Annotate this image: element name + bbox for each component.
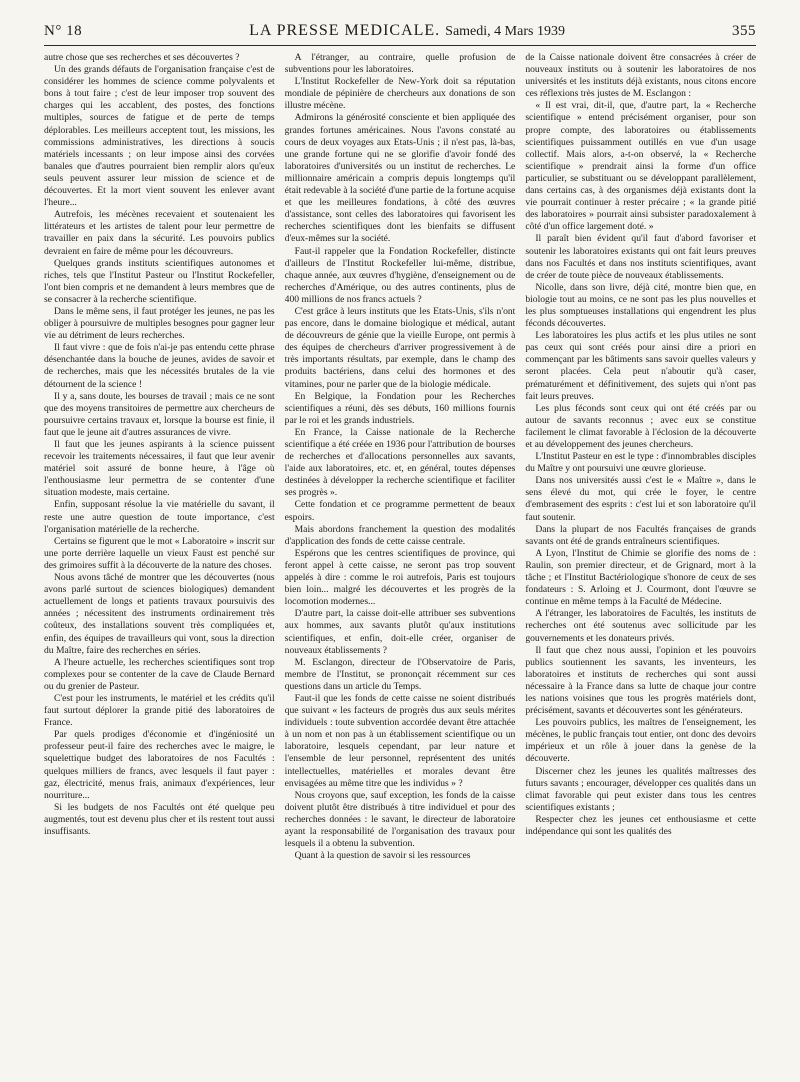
paragraph: Dans le même sens, il faut protéger les jeunes, ne pas les obliger à poursuivre de multiples besognes pour gagner leur vie au détriment de leurs recherches. <box>44 305 275 342</box>
masthead <box>44 22 756 46</box>
paragraph: Respecter chez les jeunes cet enthousiasme et cette indépendance qui sont les qualités des <box>525 813 756 837</box>
paragraph: Un des grands défauts de l'organisation française c'est de considérer les hommes de science comme polyvalents et bons à tout faire ; c'est de leur imposer trop souvent des charges qui les accablent, des postes, des fonctions multiples, sources de fatigue et de perte de temps déplorables. Les meilleurs acceptent tout, les missions, les commissions administratives, les directions à soucis matériels incessants ; on leur impose ainsi des corvées banales que d'autres pourraient bien remplir alors qu'eux seuls peuvent assurer leur mission de science et de découvertes. Et la mort vient souvent les enlever avant l'heure... <box>44 64 275 209</box>
paragraph: M. Esclangon, directeur de l'Observatoire de Paris, membre de l'Institut, se prononçait récemment sur ces questions dans un article du Temps. <box>284 656 516 692</box>
paragraph: Les plus féconds sont ceux qui ont été créés par ou autour de savants reconnus ; avec eux se constitue facilement le climat favorable à l'éclosion de la découverte et au développement des jeunes chercheurs. <box>525 402 756 450</box>
paragraph: L'Institut Rockefeller de New-York doit sa réputation mondiale de pépinière de chercheurs aux donations de son illustre mécène. <box>284 76 516 112</box>
paragraph: Espérons que les centres scientifiques de province, qui feront appel à cette caisse, ne seront pas trop souvent appelés à dire : comme le roi autrefois, Paris est toujours bien loin... malgré les découvertes et les progrès de la locomotion modernes... <box>284 547 516 608</box>
paragraph: Il faut que les jeunes aspirants à la science puissent recevoir les traitements nécessaires, il faut que leur avenir matériel soit assuré de bonne heure, à l'âge où l'enthousiasme leur permettra de se contenter d'une situation modeste, mais certaine. <box>44 439 275 499</box>
paragraph: A l'étranger, au contraire, quelle profusion de subventions pour les laboratoires. <box>284 52 516 76</box>
paragraph: Nous avons tâché de montrer que les découvertes (nous avons parlé surtout de sciences biologiques) demandent actuellement de longs et patients travaux poursuivis des années ; nécessitent des instruments ordinairement très coûteux, des installations souvent très compliquées et, enfin, des équipes de travailleurs qui vont, sous la direction du Maître, faire des recherches en séries. <box>44 572 275 656</box>
page-number: 355 <box>732 23 756 39</box>
paragraph: Il paraît bien évident qu'il faut d'abord favoriser et soutenir les laboratoires existants qui ont fait leurs preuves dans nos Facultés et dans nos instituts scientifiques, avant de créer de toute pièce de nouveaux établissements. <box>525 233 756 281</box>
paragraph: Dans la plupart de nos Facultés françaises de grands savants ont été de grands entraîneurs scientifiques. <box>525 523 756 547</box>
paragraph: C'est pour les instruments, le matériel et les crédits qu'il faut surtout déplorer la grande pitié des laboratoires de France. <box>44 692 275 729</box>
paragraph: A l'étranger, les laboratoires de Facultés, les instituts de recherches ont été soutenus avec sollicitude par les gouvernements et les donateurs privés. <box>525 608 756 644</box>
paragraph: A Lyon, l'Institut de Chimie se glorifie des noms de : Raulin, son premier directeur, et de Grignard, mort à la tâche ; et l'Institut Bactériologique s'honore de ceux de ses fondateurs : S. Arloing et J. Courmont, dont l'œuvre se continue en même temps à la Faculté de Médecine. <box>525 547 756 608</box>
paragraph: Les pouvoirs publics, les maîtres de l'enseignement, les mécènes, le public français tout entier, ont donc des devoirs impérieux et un rôle à jouer dans la genèse de la découverte. <box>525 717 756 765</box>
paragraph: En Belgique, la Fondation pour les Recherches scientifiques a réuni, dès ses débuts, 160 millions fournis par le roi et les grands industriels. <box>284 390 516 426</box>
paragraph: Faut-il rappeler que la Fondation Rockefeller, distincte d'ailleurs de l'Institut Rockefeller lui-même, distribue, chaque année, aux œuvres d'hygiène, d'enseignement ou de recherches d'Amérique, ou des autres continents, plus de 400 millions de nos francs actuels ? <box>284 245 516 305</box>
paragraph: Il faut que chez nous aussi, l'opinion et les pouvoirs publics soutiennent les savants, les inventeurs, les laboratoires et instituts de recherches qui sont aussi nécessaire à la France dans sa lutte de chaque jour contre les nations voisines que tous les progrès matériels dont, précisément, savants et découvertes sont les générateurs. <box>525 644 756 717</box>
paragraph: autre chose que ses recherches et ses découvertes ? <box>44 52 240 63</box>
paragraph: Discerner chez les jeunes les qualités maîtresses des futurs savants ; encourager, développer ces qualités dans un climat favorable qui peut exister dans tous les centres scientifiques existants ; <box>525 765 756 813</box>
paragraph: L'Institut Pasteur en est le type : d'innombrables disciples du Maître y ont poursuivi une œuvre glorieuse. <box>525 451 756 475</box>
paragraph: Autrefois, les mécènes recevaient et soutenaient les littérateurs et les artistes de talent pour leur permettre de travailler en paix dans la sécurité. Les pouvoirs publics devraient en faire de même pour les découvreurs. <box>44 209 275 257</box>
paragraph: Les laboratoires les plus actifs et les plus utiles ne sont pas ceux qui sont créés pour ainsi dire a priori en commençant par les bâtiments sans savoir quelles valeurs y seront placées. Cela peut n'aboutir qu'à caser, prématurément et définitivement, des sujets qui n'ont pas fait leurs preuves. <box>525 330 756 402</box>
paragraph: Par quels prodiges d'économie et d'ingéniosité un professeur peut-il faire des recherches avec le maigre, le squelettique budget des laboratoires de nos Facultés : quelques milliers de francs, avec lesquels il faut payer : gaz, électricité, menus frais, animaux d'expériences, leur nourriture... <box>44 729 275 801</box>
paragraph: Il y a, sans doute, les bourses de travail ; mais ce ne sont que des moyens transitoires de permettre aux chercheurs de poursuivre certains travaux et, lorsque la bourse est finie, il faut que le jeune ait d'autres assurances de vivre. <box>44 390 275 438</box>
paragraph: Admirons la générosité consciente et bien appliquée des grandes fortunes américaines. Nous l'avons constaté au cours de deux voyages aux Etats-Unis ; il n'est pas, là-bas, une grande fortune qui ne se glorifie d'avoir fondé des laboratoires d'universités ou un institut de recherches. Le millionnaire américain a compris depuis longtemps qu'il était redevable à la société d'une partie de la fortune acquise et que les meilleures fondations, à côté des œuvres d'assistance, sont celles des laboratoires qui favorisent les recherches scientifiques dont les bienfaits se diffusent d'eux-mêmes sur la société. <box>284 112 516 245</box>
column-3 <box>525 52 756 1064</box>
paragraph: A l'heure actuelle, les recherches scientifiques sont trop complexes pour se contenter de la cave de Claude Bernard ou du grenier de Pasteur. <box>44 656 275 692</box>
paragraph: Mais abordons franchement la question des modalités d'application des fonds de cette caisse centrale. <box>284 523 516 547</box>
paper-name: LA PRESSE MEDICALE. <box>249 22 441 39</box>
paragraph: Il faut vivre : que de fois n'ai-je pas entendu cette phrase désenchantée dans la bouche de jeunes, avides de savoir et de recherches, mais que les nécessités brutales de la vie détournent de la science ! <box>44 342 275 390</box>
paragraph: Nicolle, dans son livre, déjà cité, montre bien que, en biologie tout au moins, ce ne sont pas les plus nouvelles et les plus somptueuses installations qui engendrent les plus féconds découvertes. <box>525 281 756 330</box>
issue-date: Samedi, 4 Mars 1939 <box>445 24 565 39</box>
paragraph: Nous croyons que, sauf exception, les fonds de la caisse doivent plutôt être distribués à titre individuel et pour des recherches données : le savant, le directeur de laboratoire ayant la responsabilité de l'organisation des travaux pour lesquels il a obtenu la subvention. <box>284 789 516 850</box>
paragraph: Certains se figurent que le mot « Laboratoire » inscrit sur une porte derrière laquelle un vieux Faust est penché sur des grimoires suffit à la découverte de la nature des choses. <box>44 535 275 571</box>
paragraph: Quelques grands instituts scientifiques autonomes et riches, tels que l'Institut Pasteur ou l'Institut Rockefeller, l'ont bien compris et ne demandent à leurs membres que de se consacrer à la recherche scientifique. <box>44 257 275 305</box>
paragraph: En France, la Caisse nationale de la Recherche scientifique a été créée en 1936 pour l'attribution de bourses de recherches et d'allocations personnelles aux savants, l'aide aux laboratoires, etc. et, en général, toutes dépenses destinées à développer la recherche scientifique et faciliter ses progrès ». <box>284 426 516 499</box>
column-1 <box>44 52 275 1064</box>
paragraph: D'autre part, la caisse doit-elle attribuer ses subventions aux hommes, aux savants plutôt qu'aux institutions scientifiques, et enfin, doit-elle créer, organiser de nouveaux établissements ? <box>284 608 516 656</box>
paragraph: Cette fondation et ce programme permettent de beaux espoirs. <box>284 499 516 523</box>
paragraph: Faut-il que les fonds de cette caisse ne soient distribués que suivant « les facteurs de progrès dus aux seuls mérites individuels : toute subvention accordée devant être attachée à un nom et non pas à un établissement scientifique ou un laboratoire, lesquels cependant, par leur nature et l'ensemble de leur personnel, représentent des unités intellectuelles, matérielles et morales devant être envisagées au même titre que les individus » ? <box>284 692 516 789</box>
paragraph: C'est grâce à leurs instituts que les Etats-Unis, s'ils n'ont pas encore, dans le domaine biologique et médical, autant de découvreurs de génie que la vieille Europe, ont permis à des équipes de chercheurs d'arriver progressivement à de très importants résultats, par exemple, dans le champ des produits bactériens, dans celui des hormones et des vitamines, pour ne parler que de la biologie médicale. <box>284 305 516 390</box>
paragraph: « Il est vrai, dit-il, que, d'autre part, la « Recherche scientifique » entend précisément organiser, pour son propre compte, des laboratoires ou établissements scientifiques puissamment outillés en vue d'un usage collectif. Mais alors, a-t-on observé, la « Recherche scientifique » prendrait ainsi la forme d'un office particulier, se substituant ou se développant parallèlement, dans certains cas, à des organismes déjà existants dont la vie pourrait continuer à rester précaire ; « la grande pitié des laboratoires » pourrait ainsi subsister paradoxalement à côté d'un office largement doté. » <box>525 100 756 233</box>
paragraph: Enfin, supposant résolue la vie matérielle du savant, il reste une autre question de toute importance, c'est l'organisation matérielle de la recherche. <box>44 499 275 535</box>
paragraph: de la Caisse nationale doivent être consacrées à créer de nouveaux instituts ou à soutenir les laboratoires de nos universités et les instituts déjà existants, nous citons encore ces réflexions très justes de M. Esclangon : <box>525 52 756 100</box>
article-columns <box>44 52 756 1064</box>
paragraph: Dans nos universités aussi c'est le « Maître », dans le sens élevé du mot, qui crée le foyer, le centre d'embrasement des esprits : c'est lui et son laboratoire qu'il faut soutenir. <box>525 475 756 523</box>
paragraph: Si les budgets de nos Facultés ont été quelque peu augmentés, tout est devenu plus cher et ils restent tout aussi insuffisants. <box>44 801 275 837</box>
issue-number: N° 18 <box>44 23 83 39</box>
column-2 <box>285 52 516 1064</box>
masthead-title <box>249 22 565 40</box>
paragraph: Quant à la question de savoir si les ressources <box>294 850 471 862</box>
